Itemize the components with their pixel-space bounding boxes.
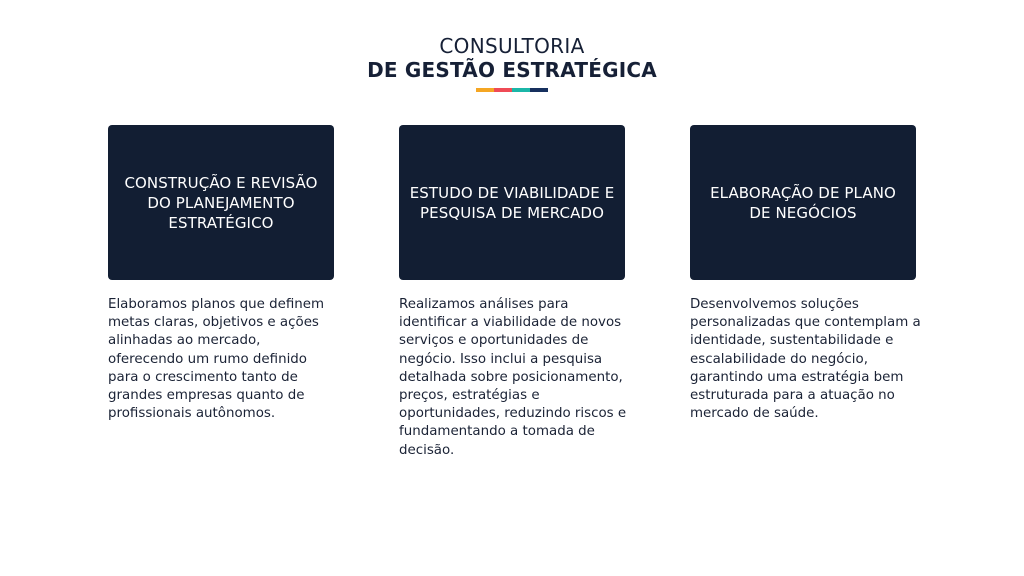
page-title-line2: DE GESTÃO ESTRATÉGICA [367,58,657,82]
service-card-title: ELABORAÇÃO DE PLANO DE NEGÓCIOS [710,183,896,222]
service-card-viabilidade [399,125,625,280]
service-description-plano-negocios: Desenvolvemos soluções personalizadas que contemplam a identidade, sustentabilidade e escalabilidade do negócio, garantindo uma estratégia bem estruturada para a atuação no mercado de saúde. [690,297,921,422]
accent-divider [476,88,548,92]
service-description-planejamento: Elaboramos planos que definem metas claras, objetivos e ações alinhadas ao mercado, oferecendo um rumo definido para o crescimento tanto de grandes empresas quanto de profissionais autônomos. [108,297,325,422]
service-card-plano-negocios [690,125,916,280]
service-card-title: ESTUDO DE VIABILIDADE E PESQUISA DE MERCADO [409,183,615,222]
accent-segment-navy [530,88,548,92]
accent-segment-red [494,88,512,92]
service-card-title: CONSTRUÇÃO E REVISÃO DO PLANEJAMENTO ESTRATÉGICO [124,173,318,232]
service-description-viabilidade: Realizamos análises para identificar a viabilidade de novos serviços e oportunidades de negócio. Isso inclui a pesquisa detalhada sobre posicionamento, preços, estratégias e oportunidades, reduzindo riscos e fundamentando a tomada de decisão. [399,297,627,458]
accent-segment-teal [512,88,530,92]
service-card-planejamento [108,125,334,280]
accent-segment-orange [476,88,494,92]
page-title-line1: CONSULTORIA [439,34,585,58]
